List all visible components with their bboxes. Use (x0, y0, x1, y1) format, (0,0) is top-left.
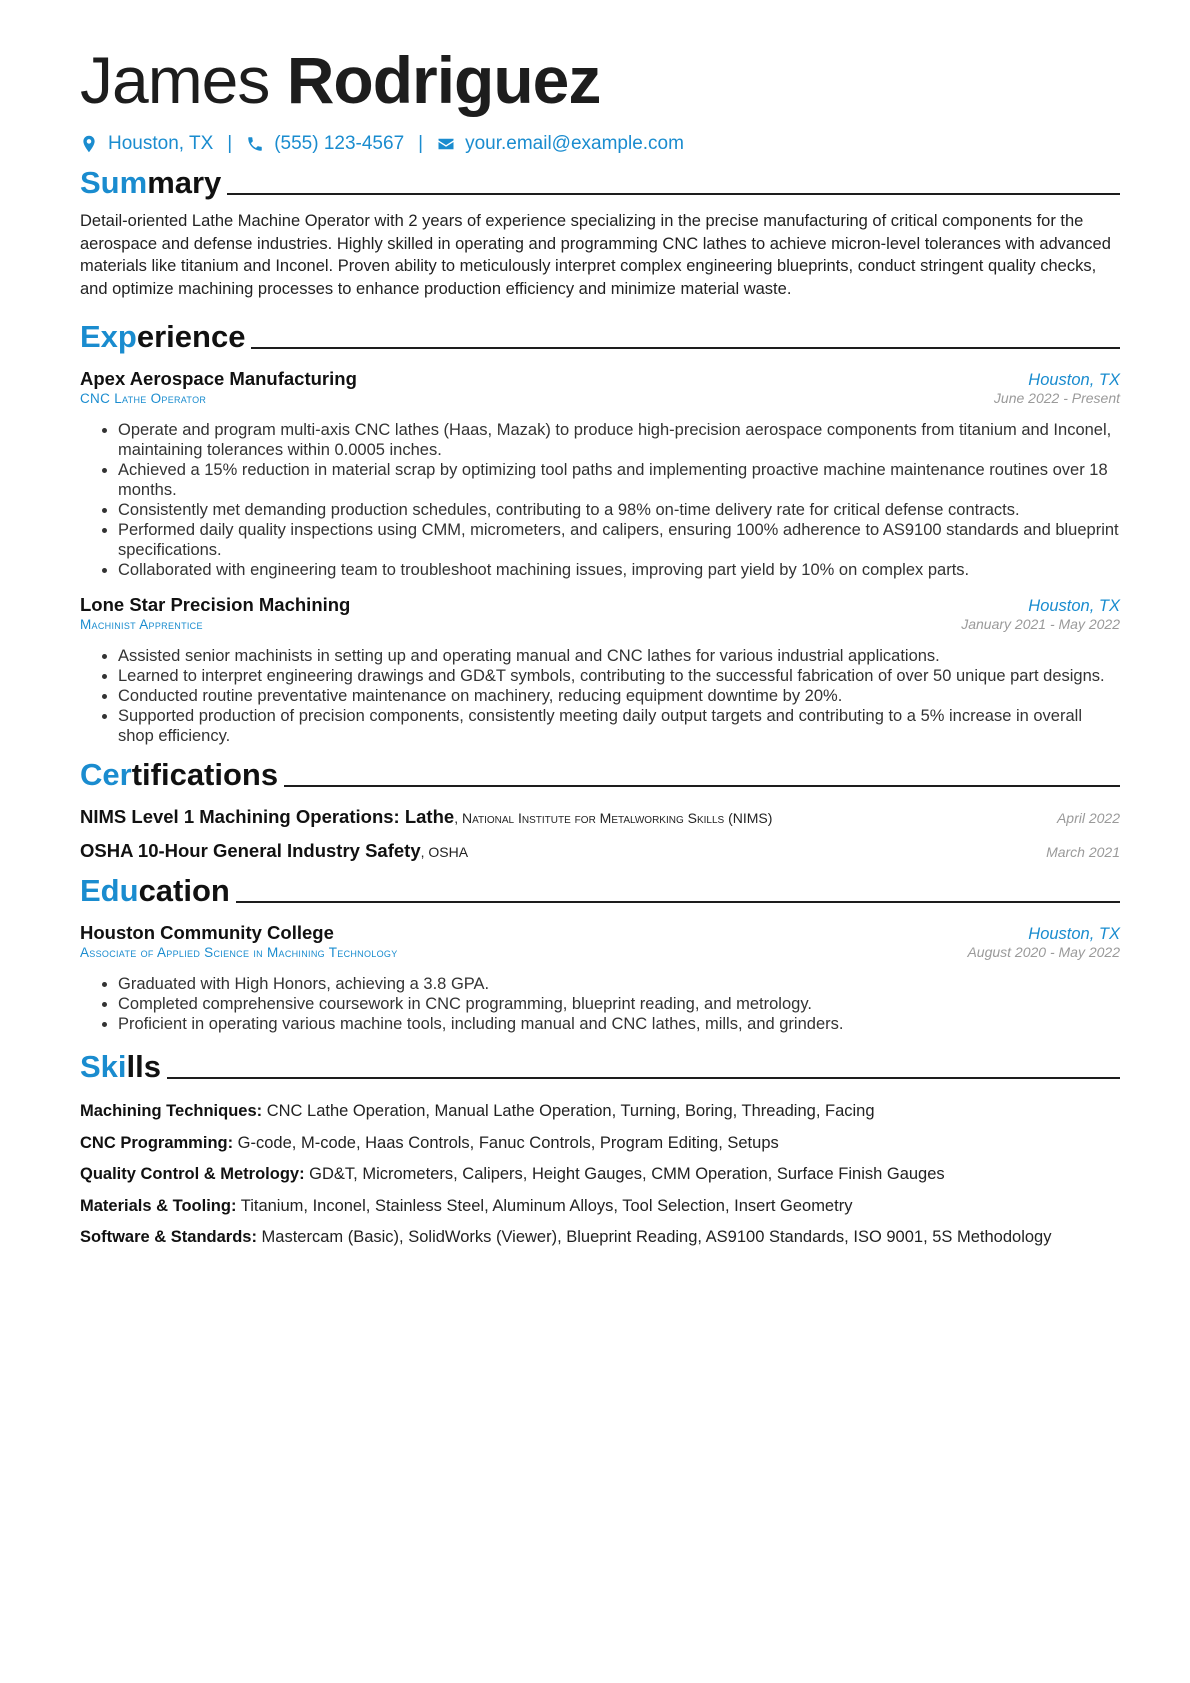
job-title: Machinist Apprentice (80, 617, 203, 632)
education-dates: August 2020 - May 2022 (967, 944, 1120, 960)
job-location: Houston, TX (1028, 597, 1120, 615)
experience-entry (80, 594, 1120, 746)
certification-item (80, 806, 1120, 828)
first-name: James (80, 43, 270, 117)
contact-email[interactable] (437, 133, 684, 155)
section-rule (167, 1077, 1120, 1079)
contact-phone[interactable] (246, 133, 404, 155)
map-pin-icon (80, 135, 98, 153)
employer-name: Apex Aerospace Manufacturing (80, 368, 357, 389)
list-item: • Proficient in operating various machine tools, including manual and CNC lathes, mills, and grinders. (118, 1014, 1120, 1034)
section-rule (251, 347, 1120, 349)
certification-title: OSHA 10-Hour General Industry Safety (80, 840, 421, 861)
location-text: Houston, TX (108, 133, 214, 154)
job-dates: January 2021 - May 2022 (961, 616, 1120, 632)
skill-row: Materials & Tooling: Titanium, Inconel, Stainless Steel, Aluminum Alloys, Tool Selection, Insert Geometry (80, 1196, 853, 1215)
employer-name: Lone Star Precision Machining (80, 594, 351, 615)
job-dates: June 2022 - Present (993, 390, 1120, 406)
list-item: • Collaborated with engineering team to troubleshoot machining issues, improving part yield by 10% on complex parts. (118, 560, 1120, 580)
section-title: Skills (80, 1049, 161, 1084)
section-title: Summary (80, 165, 222, 200)
section-title: Education (80, 873, 230, 908)
job-title: CNC Lathe Operator (80, 391, 207, 406)
summary-heading (80, 164, 1120, 202)
section-title: Certifications (80, 757, 279, 792)
job-bullets (80, 420, 1120, 580)
resume-content (80, 40, 1120, 1258)
list-item: • Conducted routine preventative maintenance on machinery, reducing equipment downtime by 20%. (118, 686, 1120, 706)
list-item: • Performed daily quality inspections using CMM, micrometers, and calipers, ensuring 100% adherence to AS9100 standards and blueprint specifications. (118, 520, 1120, 560)
job-location: Houston, TX (1028, 371, 1120, 389)
certification-date: April 2022 (1056, 810, 1120, 826)
skill-row: Machining Techniques: CNC Lathe Operation, Manual Lathe Operation, Turning, Boring, Threading, Facing (80, 1102, 875, 1120)
email-text: your.email@example.com (465, 133, 684, 154)
degree-title: Associate of Applied Science in Machining Technology (80, 945, 398, 960)
school-location: Houston, TX (1028, 925, 1120, 943)
contact-location (80, 133, 213, 155)
certification-issuer: , OSHA (420, 844, 469, 860)
education-bullets (80, 974, 1120, 1034)
list-item: • Completed comprehensive coursework in CNC programming, blueprint reading, and metrology. (118, 994, 1120, 1014)
list-item: • Graduated with High Honors, achieving a 3.8 GPA. (118, 974, 1120, 994)
phone-icon (246, 135, 264, 153)
certifications-heading (80, 756, 1120, 794)
section-title: Experience (80, 319, 246, 354)
list-item: • Operate and program multi-axis CNC lathes (Haas, Mazak) to produce high-precision aerospace components from titanium and Inconel, maintaining tolerances within 0.0005 inches. (118, 420, 1120, 460)
list-item: • Consistently met demanding production schedules, contributing to a 98% on-time delivery rate for critical defense contracts. (118, 500, 1120, 520)
skills-heading (80, 1048, 1120, 1086)
envelope-icon (437, 135, 455, 153)
job-bullets (80, 646, 1120, 746)
skill-row: Software & Standards: Mastercam (Basic), SolidWorks (Viewer), Blueprint Reading, AS9100 Standards, ISO 9001, 5S Methodology (80, 1228, 1052, 1246)
list-item: • Assisted senior machinists in setting up and operating manual and CNC lathes for various industrial applications. (118, 646, 1120, 666)
certification-item (80, 840, 1120, 862)
skill-row: Quality Control & Metrology: GD&T, Micrometers, Calipers, Height Gauges, CMM Operation, Surface Finish Gauges (80, 1165, 945, 1183)
school-name: Houston Community College (80, 922, 334, 943)
contact-separator: | (418, 133, 424, 154)
section-rule (284, 785, 1120, 787)
section-rule (236, 901, 1120, 903)
list-item: • Achieved a 15% reduction in material scrap by optimizing tool paths and implementing proactive machine maintenance routines over 18 months. (118, 460, 1120, 500)
certification-issuer: , National Institute for Metalworking Skills (NIMS) (454, 810, 773, 826)
education-entry (80, 922, 1120, 1034)
list-item: • Supported production of precision components, consistently meeting daily output targets and contributing to a 5% increase in overall shop efficiency. (118, 706, 1120, 746)
education-heading (80, 872, 1120, 910)
contact-bar (80, 130, 1120, 158)
last-name: Rodriguez (286, 43, 601, 117)
candidate-name (80, 40, 1120, 120)
experience-heading (80, 318, 1120, 356)
certification-date: March 2021 (1046, 844, 1120, 860)
contact-separator: | (227, 133, 233, 154)
skills-list (80, 1100, 1120, 1248)
section-rule (227, 193, 1120, 195)
phone-text: (555) 123-4567 (274, 133, 405, 154)
summary-text: Detail-oriented Lathe Machine Operator with 2 years of experience specializing in the precise manufacturing of critical components for the aerospace and defense industries. Highly skilled in operating and programming CNC lathes to achieve micron-level tolerances with advanced materials like titanium and Inconel. Proven ability to meticulously interpret complex engineering blueprints, conduct stringent quality checks, and optimize machining processes to enhance production efficiency and minimize material waste. (80, 212, 1111, 298)
skill-row: CNC Programming: G-code, M-code, Haas Controls, Fanuc Controls, Program Editing, Setups (80, 1133, 779, 1152)
certification-title: NIMS Level 1 Machining Operations: Lathe (80, 806, 455, 827)
experience-entry (80, 368, 1120, 580)
list-item: • Learned to interpret engineering drawings and GD&T symbols, contributing to the successful fabrication of over 50 unique part designs. (118, 666, 1120, 686)
